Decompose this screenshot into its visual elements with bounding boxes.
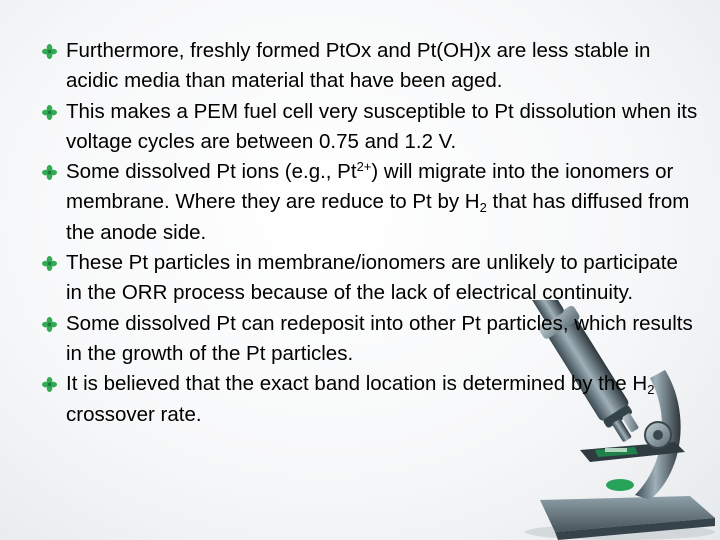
bullet-text: This makes a PEM fuel cell very susceptible to Pt dissolution when its voltage cycles are between 0.75 and 1.2 V. [66,99,698,153]
bullet-text: Some dissolved Pt ions (e.g., $Pt^{2+}$) will migrate into the ionomers or membrane. Where they are reduce to Pt by $H_2$ that has diffused from the anode side. [66,159,690,244]
bullet-text: Some dissolved Pt can redeposit into other Pt particles, which results in the growth of the Pt particles. [66,311,693,365]
leaf-bullet-icon [42,377,57,392]
bullet-text: It is believed that the exact band location is determined by the $H_2$ crossover rate. [66,372,655,426]
superscript: 2+ [356,159,372,175]
leaf-bullet-icon [42,165,57,180]
subscript: 2 [479,200,487,216]
leaf-bullet-icon [42,317,57,332]
bullet-list [38,36,698,430]
bullet-text: These Pt particles in membrane/ionomers are unlikely to participate in the ORR process because of the lack of electrical continuity. [66,251,678,305]
bullet-item [38,157,698,248]
leaf-bullet-icon [42,105,57,120]
leaf-bullet-icon [42,44,57,59]
bullet-item [38,36,698,97]
bullet-item [38,309,698,370]
bullet-item [38,248,698,309]
bullet-item [38,369,698,430]
bullet-item [38,97,698,158]
leaf-bullet-icon [42,256,57,271]
bullet-text: Furthermore, freshly formed PtOx and Pt(OH)x are less stable in acidic media than material that have been aged. [66,39,651,93]
subscript: 2 [647,382,655,398]
